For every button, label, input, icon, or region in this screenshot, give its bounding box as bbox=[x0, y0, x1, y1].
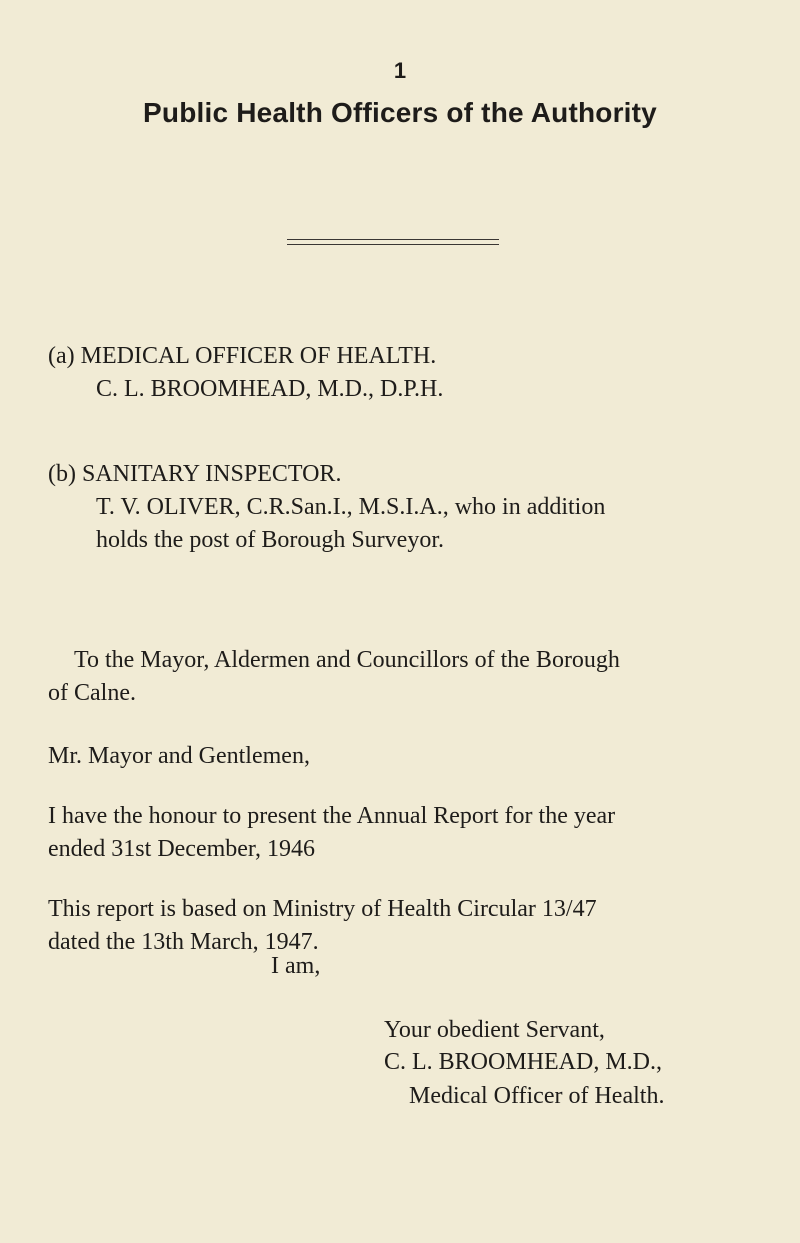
officer-a-role: (a) MEDICAL OFFICER OF HEALTH. bbox=[48, 343, 437, 369]
valediction-text: Your obedient Servant, bbox=[384, 1017, 605, 1043]
letter-salutation bbox=[48, 740, 768, 773]
para2-line-2: dated the 13th March, 1947. bbox=[48, 929, 319, 955]
signature-name: C. L. BROOMHEAD, M.D., bbox=[384, 1049, 663, 1075]
officer-entry-medical bbox=[48, 340, 768, 406]
closing-text: I am, bbox=[271, 953, 321, 979]
salutation-text: Mr. Mayor and Gentlemen, bbox=[48, 743, 310, 769]
addressee-line-1: To the Mayor, Aldermen and Councillors of the Borough bbox=[74, 647, 620, 673]
addressee-line-2: of Calne. bbox=[48, 680, 136, 706]
para1-line-2: ended 31st December, 1946 bbox=[48, 836, 315, 862]
page-number: 1 bbox=[393, 58, 407, 83]
letter-paragraph-2 bbox=[48, 893, 768, 959]
signature-title: Medical Officer of Health. bbox=[409, 1083, 665, 1109]
page-title: Public Health Officers of the Authority bbox=[143, 97, 657, 128]
officer-b-role: (b) SANITARY INSPECTOR. bbox=[48, 461, 342, 487]
letter-paragraph-1 bbox=[48, 800, 768, 866]
officer-b-note: holds the post of Borough Surveyor. bbox=[96, 527, 444, 553]
divider-rule-bottom bbox=[287, 244, 499, 245]
officer-a-name: C. L. BROOMHEAD, M.D., D.P.H. bbox=[96, 376, 444, 402]
divider-rule-top bbox=[287, 239, 499, 240]
officer-entry-sanitary bbox=[48, 458, 768, 557]
letter-addressee bbox=[48, 644, 768, 710]
para2-line-1: This report is based on Ministry of Health Circular 13/47 bbox=[48, 896, 597, 922]
para1-line-1: I have the honour to present the Annual Report for the year bbox=[48, 803, 616, 829]
officer-b-name: T. V. OLIVER, C.R.San.I., M.S.I.A., who in addition bbox=[96, 494, 606, 520]
